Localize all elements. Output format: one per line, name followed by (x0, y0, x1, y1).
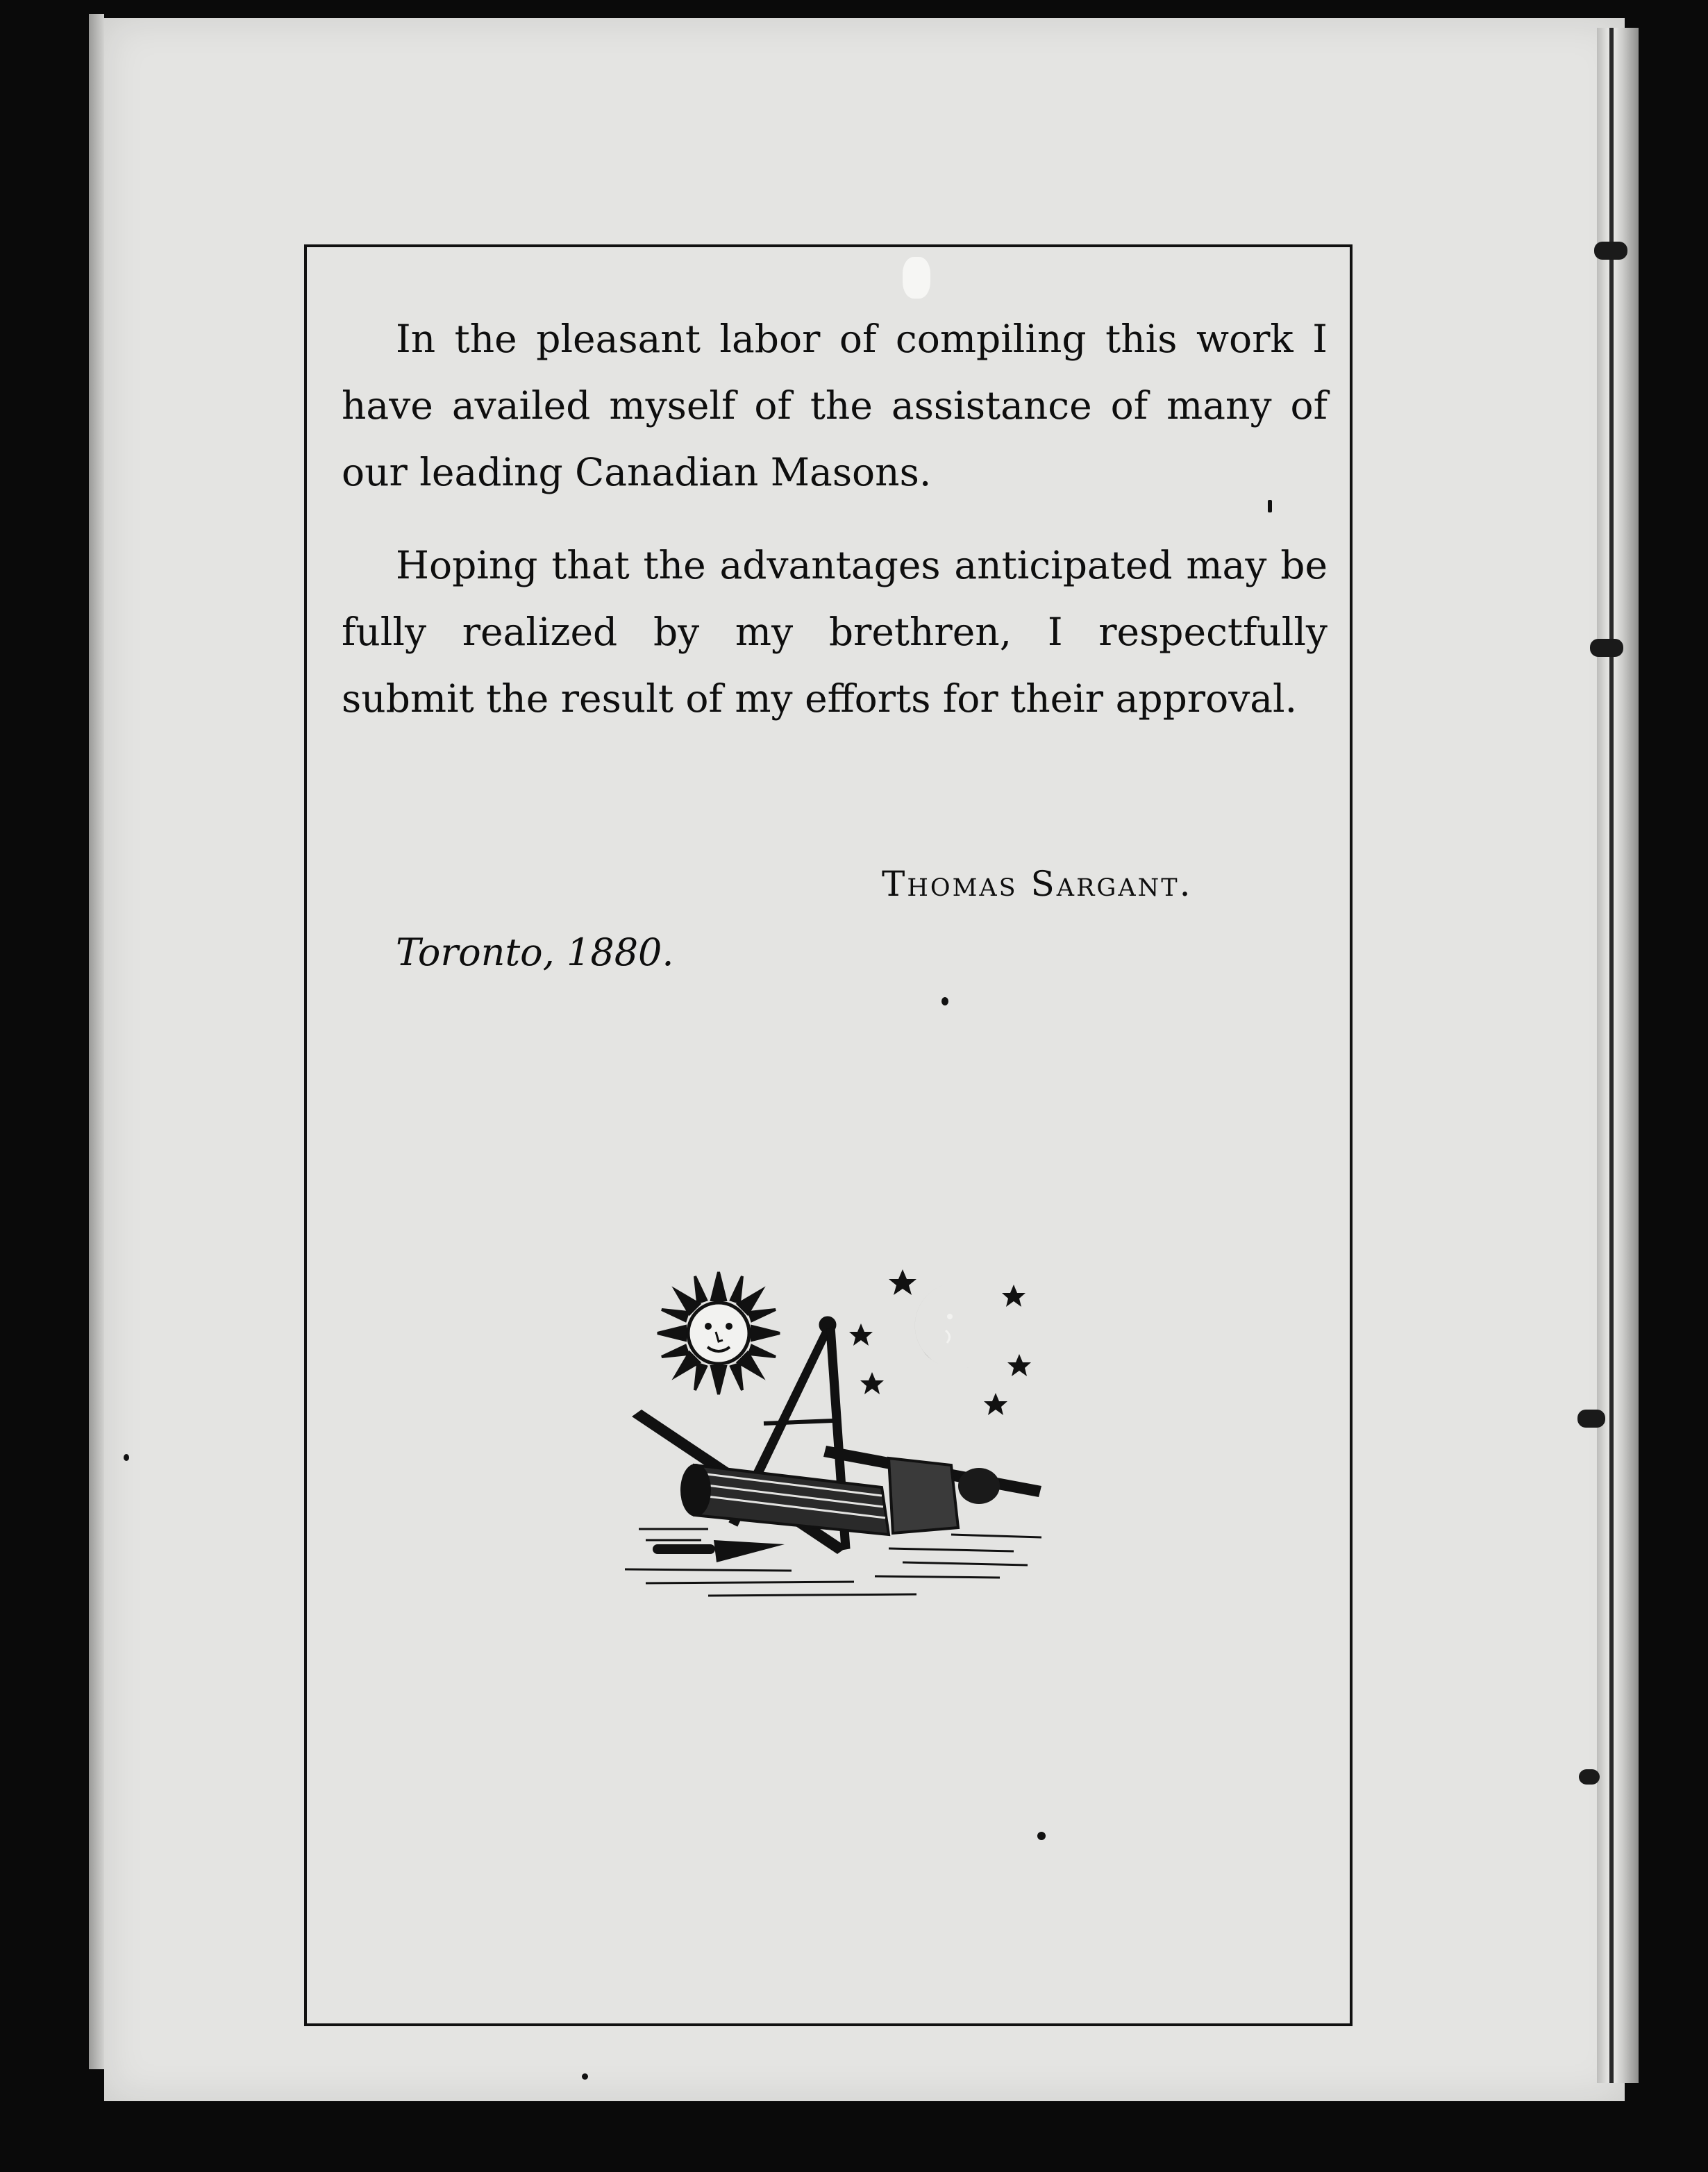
scan-speck (124, 1454, 129, 1461)
sun-icon (658, 1272, 780, 1394)
preface-text (342, 306, 1328, 732)
page-edge (89, 14, 104, 2069)
binding-knot (1590, 639, 1623, 657)
book-spine (1597, 28, 1639, 2083)
stars-icon (849, 1269, 1031, 1415)
spine-binding-line (1609, 28, 1614, 2083)
scan-speck (941, 997, 948, 1005)
crescent-moon-icon (915, 1285, 972, 1369)
scan-speck (1268, 500, 1272, 512)
binding-knot (1594, 242, 1627, 260)
trowel-icon (653, 1540, 785, 1562)
paper-blemish (903, 257, 930, 299)
paragraph-2: Hoping that the advantages anticipated may be fully realized by my brethren, I respectfully submit the result of my efforts for their approval. (342, 543, 1328, 721)
scan-speck (582, 2073, 588, 2080)
dateline: Toronto, 1880. (396, 930, 674, 974)
binding-knot (1577, 1410, 1605, 1428)
paragraph-1: In the pleasant labor of compiling this work I have availed myself of the assistance of many of our leading Canadian Masons. (342, 317, 1328, 494)
binding-knot (1579, 1769, 1600, 1785)
masonic-emblem-icon (625, 1257, 1069, 1618)
scan-speck (1037, 1832, 1046, 1840)
author-signature: Thomas Sargant. (882, 864, 1193, 904)
